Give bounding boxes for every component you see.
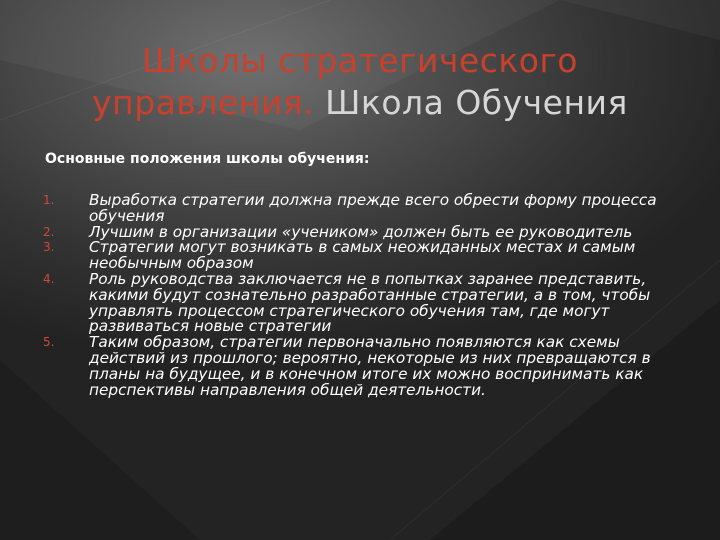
list-item-number: 1.	[43, 193, 55, 207]
title-line-2-rest: Школа Обучения	[314, 83, 628, 122]
list-item-number: 2.	[43, 224, 55, 239]
list-item	[43, 335, 693, 398]
list-item-text: Выработка стратегии должна прежде всего обрести форму процесса обучения	[89, 191, 657, 225]
list-item-text: Лучшим в организации «учеником» должен быть ее руководитель	[89, 222, 633, 241]
list-item-number: 5.	[43, 335, 55, 350]
list-item	[43, 240, 693, 272]
list-item-text: Стратегии могут возникать в самых неожиданных местах и самым необычным образом	[89, 238, 636, 273]
list-item	[43, 269, 693, 336]
list-item-text: Роль руководства заключается не в попытках заранее представить, какими будут сознательно разработанные стратегии, а в том, чтобы управлять процессом стратегического обучения там, где могут развиваться новые стратегии	[89, 269, 651, 336]
list-item-number: 4.	[43, 271, 55, 286]
title-line-2	[60, 82, 660, 124]
title-line-1: Школы стратегического	[142, 41, 578, 80]
list-item	[43, 193, 693, 225]
slide-title	[60, 40, 660, 124]
list-item-number: 3.	[43, 240, 55, 255]
principles-list	[43, 193, 693, 398]
slide-subtitle: Основные положения школы обучения:	[45, 151, 370, 167]
list-item-text: Таким образом, стратегии первоначально появляются как схемы действий из прошлого; вероятно, некоторые из них превращаются в планы на будущее, и в конечном итоге их можно воспринимать как перспективы направления общей деятельности.	[89, 333, 651, 399]
title-line-2-accent: управления.	[92, 83, 315, 122]
